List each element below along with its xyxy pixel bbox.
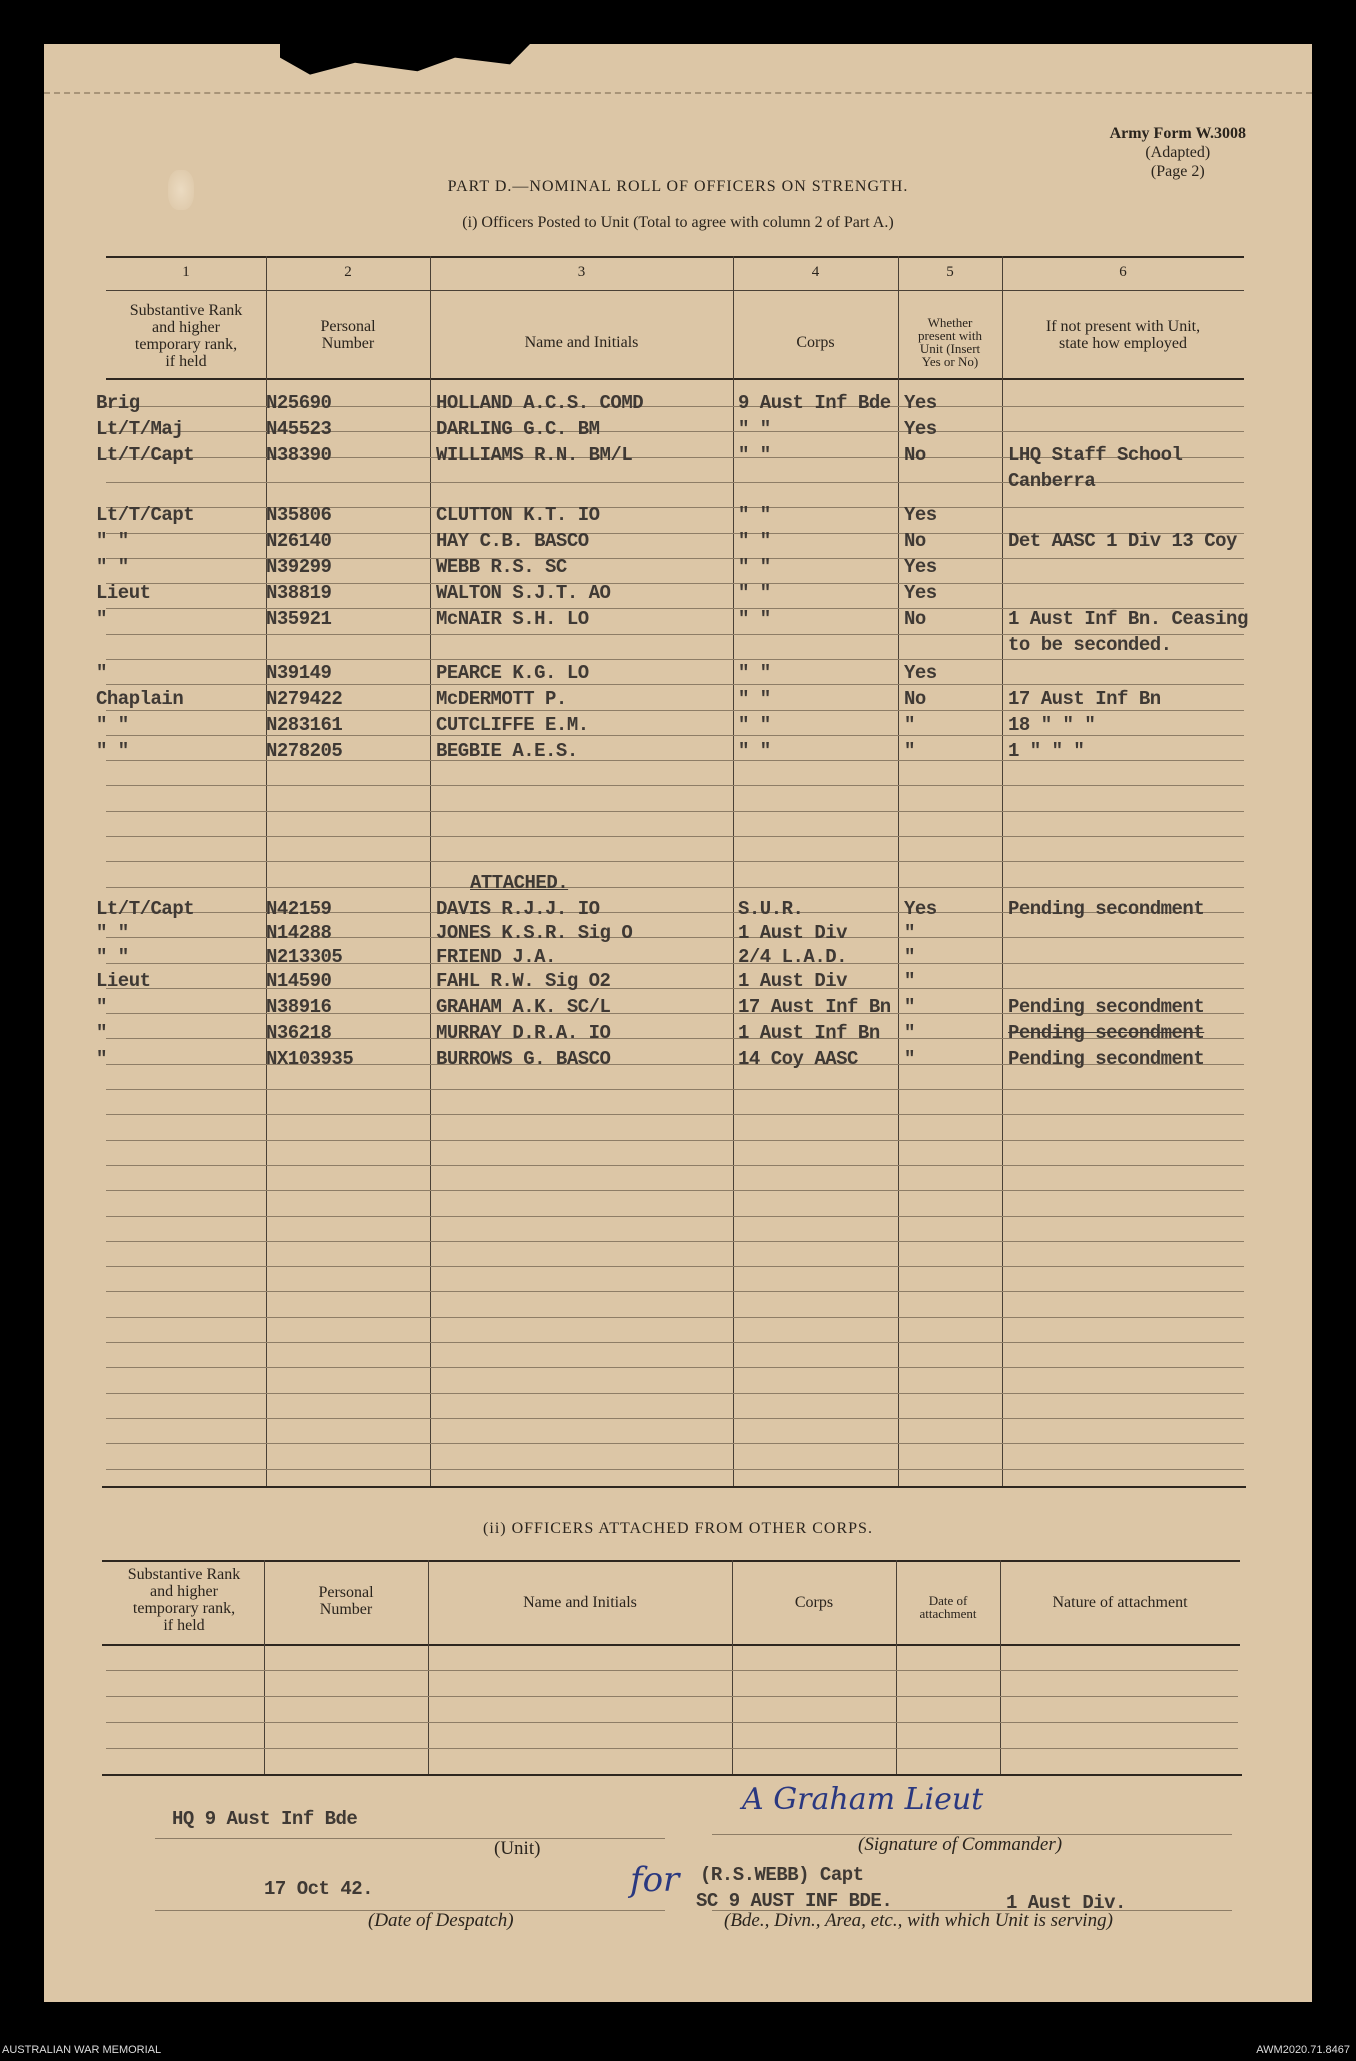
attached-cell-rank: " <box>96 1022 107 1044</box>
cell-rank: Lt/T/Capt <box>96 504 195 526</box>
header-rank: Substantive Rank and higher temporary rank, if held <box>129 302 243 370</box>
cell-name: CUTCLIFFE E.M. <box>436 714 589 736</box>
cell-present: Yes <box>904 392 937 414</box>
attached-cell-name: FAHL R.W. Sig O2 <box>436 970 611 992</box>
attached-cell-name: MURRAY D.R.A. IO <box>436 1022 611 1044</box>
ruled-line <box>106 1367 1244 1368</box>
column-divider <box>733 256 734 1486</box>
ruled-line <box>106 887 1244 888</box>
ruled-line <box>106 1216 1244 1217</box>
ruled-line <box>106 1190 1244 1191</box>
cell-rank: Lieut <box>96 582 151 604</box>
cell-name: WILLIAMS R.N. BM/L <box>436 444 633 466</box>
ruled-line <box>106 1291 1244 1292</box>
table2-column-divider <box>896 1560 897 1774</box>
cell-rank: " " <box>96 556 129 578</box>
attached-cell-number: N14288 <box>266 922 332 944</box>
attached-cell-rank: " " <box>96 946 129 968</box>
cell-number: N25690 <box>266 392 332 414</box>
cell-name: HOLLAND A.C.S. COMD <box>436 392 644 414</box>
cell-name: PEARCE K.G. LO <box>436 662 589 684</box>
attached-cell-rank: Lt/T/Capt <box>96 898 195 920</box>
cell-number: N283161 <box>266 714 343 736</box>
attached-cell-corps: 1 Aust Div <box>738 970 848 992</box>
cell-rank: Chaplain <box>96 688 184 710</box>
attached-cell-present: " <box>904 996 915 1018</box>
attached-cell-present: " <box>904 946 915 968</box>
ruled-line <box>106 1089 1244 1090</box>
cell-corps: " " <box>738 556 771 578</box>
cell-corps: " " <box>738 662 771 684</box>
cell-present: No <box>904 688 926 710</box>
ruled-line <box>106 1317 1244 1318</box>
for-mark: for <box>630 1860 680 1900</box>
cell-number: N39299 <box>266 556 332 578</box>
cell-present: " <box>904 714 915 736</box>
cell-employed: LHQ Staff School <box>1008 444 1183 466</box>
column-divider <box>430 256 431 1486</box>
form-adapted: (Adapted) <box>1145 144 1211 161</box>
attached-cell-employed: Pending secondment <box>1008 898 1205 920</box>
unit-caption: (Unit) <box>494 1838 541 1859</box>
attached-cell-employed: Pending secondment <box>1008 996 1205 1018</box>
attached-cell-corps: 2/4 L.A.D. <box>738 946 848 968</box>
attached-cell-employed: Pending secondment <box>1008 1048 1205 1070</box>
ruled-line <box>106 1342 1244 1343</box>
cell-number: N35806 <box>266 504 332 526</box>
cell-rank: " " <box>96 530 129 552</box>
attached-cell-present: Yes <box>904 898 937 920</box>
column-number: 5 <box>946 264 954 280</box>
table2-header-date: Date of attachment <box>919 1593 977 1621</box>
attached-cell-name: GRAHAM A.K. SC/L <box>436 996 611 1018</box>
cell-present: No <box>904 530 926 552</box>
attached-cell-corps: S.U.R. <box>738 898 804 920</box>
table2-header-number: Personal Number <box>318 1584 374 1618</box>
date-caption: (Date of Despatch) <box>368 1910 514 1931</box>
table2-top-rule <box>102 1560 1240 1562</box>
attached-cell-rank: Lieut <box>96 970 151 992</box>
cell-number: N38819 <box>266 582 332 604</box>
ruled-line <box>106 785 1244 786</box>
cell-rank: " " <box>96 714 129 736</box>
despatch-date-value: 17 Oct 42. <box>264 1878 374 1900</box>
ruled-line <box>106 684 1244 685</box>
table2-header-rank: Substantive Rank and higher temporary rank, if held <box>127 1566 241 1634</box>
division-value: 1 Aust Div. <box>1006 1892 1126 1914</box>
attached-cell-present: " <box>904 922 915 944</box>
table2-ruled-line <box>106 1748 1238 1749</box>
cell-corps: " " <box>738 504 771 526</box>
form-page-number: (Page 2) <box>1150 163 1205 180</box>
cell-rank: Lt/T/Capt <box>96 444 195 466</box>
ruled-line <box>106 1443 1244 1444</box>
ruled-line <box>106 1469 1244 1470</box>
column-divider <box>266 256 267 1486</box>
table2-header-name: Name and Initials <box>523 1594 637 1611</box>
section-2-title: (ii) OFFICERS ATTACHED FROM OTHER CORPS. <box>483 1520 873 1537</box>
serving-caption: (Bde., Divn., Area, etc., with which Unit is serving) <box>724 1910 1113 1931</box>
table-top-rule <box>106 256 1244 258</box>
cell-number: N35921 <box>266 608 332 630</box>
ruled-line <box>106 1393 1244 1394</box>
attached-cell-name: BURROWS G. BASCO <box>436 1048 611 1070</box>
cell-number: N26140 <box>266 530 332 552</box>
table2-ruled-line <box>106 1670 1238 1671</box>
header-corps: Corps <box>796 334 835 351</box>
cell-name: DARLING G.C. BM <box>436 418 600 440</box>
cell-employed: to be seconded. <box>1008 634 1172 656</box>
cell-number: N279422 <box>266 688 343 710</box>
attached-cell-name: JONES K.S.R. Sig O <box>436 922 633 944</box>
attached-cell-corps: 1 Aust Div <box>738 922 848 944</box>
cell-rank: " <box>96 662 107 684</box>
column-number: 1 <box>182 264 190 280</box>
attached-cell-name: DAVIS R.J.J. IO <box>436 898 600 920</box>
attached-cell-rank: " <box>96 1048 107 1070</box>
attached-cell-rank: " " <box>96 922 129 944</box>
cell-present: No <box>904 608 926 630</box>
cell-present: Yes <box>904 418 937 440</box>
cell-employed: Det AASC 1 Div 13 Coy <box>1008 530 1237 552</box>
table2-header-rule <box>102 1644 1240 1646</box>
ruled-line <box>106 659 1244 660</box>
cell-rank: Brig <box>96 392 140 414</box>
ruled-line <box>106 811 1244 812</box>
cell-corps: " " <box>738 714 771 736</box>
commander-signature: A Graham Lieut <box>742 1782 984 1817</box>
cell-present: Yes <box>904 582 937 604</box>
attached-cell-rank: " <box>96 996 107 1018</box>
attached-cell-name: FRIEND J.A. <box>436 946 556 968</box>
cell-name: HAY C.B. BASCO <box>436 530 589 552</box>
cell-employed: 18 " " " <box>1008 714 1096 736</box>
attached-cell-number: NX103935 <box>266 1048 354 1070</box>
table2-column-divider <box>732 1560 733 1774</box>
attached-cell-present: " <box>904 1022 915 1044</box>
ruled-line <box>106 710 1244 711</box>
archive-credit: AUSTRALIAN WAR MEMORIAL <box>2 2044 162 2056</box>
attached-cell-number: N213305 <box>266 946 343 968</box>
ruled-line <box>106 1241 1244 1242</box>
cell-corps: " " <box>738 418 771 440</box>
table2-bottom-rule <box>102 1774 1242 1776</box>
header-employed: If not present with Unit, state how employed <box>1045 318 1201 352</box>
cell-corps: 9 Aust Inf Bde <box>738 392 891 414</box>
attached-cell-corps: 17 Aust Inf Bn <box>738 996 891 1018</box>
cell-employed: Canberra <box>1008 470 1096 492</box>
cell-number: N39149 <box>266 662 332 684</box>
attached-cell-number: N36218 <box>266 1022 332 1044</box>
attached-cell-number: N38916 <box>266 996 332 1018</box>
attached-cell-corps: 1 Aust Inf Bn <box>738 1022 880 1044</box>
cell-rank: " <box>96 608 107 630</box>
cell-present: No <box>904 444 926 466</box>
ruled-line <box>106 1418 1244 1419</box>
section-1-title: (i) Officers Posted to Unit (Total to agree with column 2 of Part A.) <box>462 214 894 231</box>
column-divider <box>1002 256 1003 1486</box>
cell-number: N45523 <box>266 418 332 440</box>
perforation-line <box>44 92 1312 94</box>
attached-cell-present: " <box>904 970 915 992</box>
cell-employed: 17 Aust Inf Bn <box>1008 688 1161 710</box>
cell-employed: 1 Aust Inf Bn. Ceasing <box>1008 608 1248 630</box>
cell-present: Yes <box>904 556 937 578</box>
page-title: PART D.—NOMINAL ROLL OF OFFICERS ON STRENGTH. <box>447 178 909 195</box>
table2-column-divider <box>428 1560 429 1774</box>
cell-name: McDERMOTT P. <box>436 688 567 710</box>
table2-header-corps: Corps <box>794 1594 834 1611</box>
cell-present: Yes <box>904 662 937 684</box>
cell-name: WEBB R.S. SC <box>436 556 567 578</box>
cell-employed: 1 " " " <box>1008 740 1085 762</box>
column-divider <box>898 256 899 1486</box>
column-number: 3 <box>577 264 586 280</box>
cell-present: Yes <box>904 504 937 526</box>
cell-corps: " " <box>738 444 771 466</box>
attached-cell-corps: 14 Coy AASC <box>738 1048 858 1070</box>
attached-cell-number: N14590 <box>266 970 332 992</box>
attached-cell-number: N42159 <box>266 898 332 920</box>
signer-name: (R.S.WEBB) Capt <box>700 1864 864 1886</box>
table2-ruled-line <box>106 1722 1238 1723</box>
table2-column-divider <box>1000 1560 1001 1774</box>
cell-corps: " " <box>738 582 771 604</box>
column-number: 4 <box>811 264 820 280</box>
cell-name: BEGBIE A.E.S. <box>436 740 578 762</box>
cell-corps: " " <box>738 740 771 762</box>
header-bottom-rule <box>106 378 1244 380</box>
ruled-line <box>106 1266 1244 1267</box>
cell-corps: " " <box>738 688 771 710</box>
cell-name: WALTON S.J.T. AO <box>436 582 611 604</box>
ruled-line <box>106 861 1244 862</box>
archive-accession: AWM2020.71.8467 <box>1256 2044 1350 2056</box>
ruled-line <box>106 1140 1244 1141</box>
cell-name: McNAIR S.H. LO <box>436 608 589 630</box>
table2-ruled-line <box>106 1696 1238 1697</box>
header-personal-number: Personal Number <box>320 318 376 352</box>
table-bottom-rule <box>102 1486 1246 1488</box>
form-identifier <box>1110 124 1246 181</box>
column-number: 6 <box>1119 264 1127 280</box>
cell-rank: Lt/T/Maj <box>96 418 184 440</box>
signature-caption: (Signature of Commander) <box>858 1834 1063 1855</box>
unit-line <box>155 1838 665 1839</box>
cell-name: CLUTTON K.T. IO <box>436 504 600 526</box>
ruled-line <box>106 836 1244 837</box>
ruled-line <box>106 1165 1244 1166</box>
attached-heading: ATTACHED. <box>470 872 569 894</box>
cell-corps: " " <box>738 608 771 630</box>
number-row-rule <box>106 290 1244 291</box>
cell-present: " <box>904 740 915 762</box>
signer-role: SC 9 AUST INF BDE. <box>696 1890 893 1912</box>
attached-cell-employed: Pending secondment <box>1008 1022 1205 1044</box>
cell-corps: " " <box>738 530 771 552</box>
cell-number: N38390 <box>266 444 332 466</box>
header-name: Name and Initials <box>524 334 639 351</box>
cell-rank: " " <box>96 740 129 762</box>
ruled-line <box>106 1114 1244 1115</box>
table2-header-nature: Nature of attachment <box>1052 1594 1188 1611</box>
header-present: Whether present with Unit (Insert Yes or No) <box>918 315 982 369</box>
unit-value: HQ 9 Aust Inf Bde <box>172 1808 358 1830</box>
cell-number: N278205 <box>266 740 343 762</box>
column-number: 2 <box>344 264 352 280</box>
attached-cell-present: " <box>904 1048 915 1070</box>
form-number: Army Form W.3008 <box>1109 125 1246 142</box>
